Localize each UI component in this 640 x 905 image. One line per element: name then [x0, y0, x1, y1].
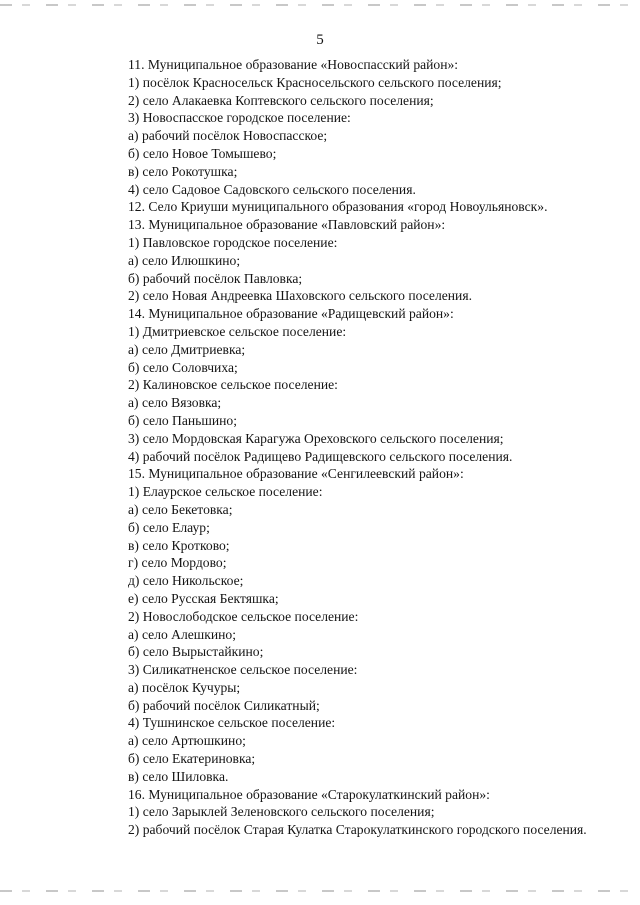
- text-line: 2) Калиновское сельское поселение:: [128, 377, 338, 393]
- text-line: 15. Муниципальное образование «Сенгилеевский район»:: [128, 466, 464, 482]
- text-line: б) село Соловчиха;: [128, 359, 238, 375]
- text-line: 11. Муниципальное образование «Новоспасский район»:: [128, 57, 459, 72]
- text-line: 14. Муниципальное образование «Радищевский район»:: [128, 306, 454, 322]
- text-line: а) село Бекетовка;: [128, 501, 233, 517]
- text-line: б) село Екатериновка;: [128, 751, 256, 767]
- text-line: б) село Вырыстайкино;: [128, 644, 264, 660]
- text-line: в) село Рокотушка;: [128, 163, 238, 179]
- text-line: 2) село Новая Андреевка Шаховского сельского поселения.: [128, 288, 472, 304]
- text-line: 2) село Алакаевка Коптевского сельского поселения;: [128, 92, 434, 108]
- text-line: б) село Паньшино;: [128, 412, 237, 428]
- text-line: а) село Дмитриевка;: [128, 341, 246, 357]
- text-line: 1) село Зарыклей Зеленовского сельского поселения;: [128, 804, 435, 820]
- text-line: г) село Мордово;: [128, 555, 227, 571]
- text-line: а) посёлок Кучуры;: [128, 679, 241, 695]
- text-line: а) село Вязовка;: [128, 395, 222, 411]
- text-line: 1) Дмитриевское сельское поселение:: [128, 323, 347, 339]
- text-line: б) рабочий посёлок Павловка;: [128, 270, 303, 286]
- text-line: д) село Никольское;: [128, 573, 244, 589]
- text-line: 4) село Садовое Садовского сельского поселения.: [128, 181, 416, 197]
- text-line: 1) Елаурское сельское поселение:: [128, 484, 323, 500]
- text-line: 1) посёлок Красносельск Красносельского сельского поселения;: [128, 74, 502, 90]
- text-line: 4) рабочий посёлок Радищево Радищевского сельского поселения.: [128, 448, 513, 464]
- text-line: а) село Артюшкино;: [128, 733, 246, 749]
- text-line: 12. Село Криуши муниципального образования «город Новоульяновск».: [128, 199, 548, 215]
- text-line: 2) Новослободское сельское поселение:: [128, 608, 359, 624]
- text-line: в) село Кротково;: [128, 537, 230, 553]
- text-line: 3) Новоспасское городское поселение:: [128, 110, 351, 126]
- text-line: в) село Шиловка.: [128, 768, 229, 784]
- document-body: [92, 56, 612, 839]
- text-line: а) село Илюшкино;: [128, 252, 241, 268]
- text-line: 3) село Мордовская Карагужа Ореховского сельского поселения;: [128, 430, 504, 446]
- text-line: 4) Тушнинское сельское поселение:: [128, 715, 336, 731]
- text-line: 13. Муниципальное образование «Павловский район»:: [128, 217, 446, 233]
- text-line: 16. Муниципальное образование «Старокулаткинский район»:: [128, 786, 490, 802]
- text-line: а) село Алешкино;: [128, 626, 237, 642]
- final-paragraph: 2) рабочий посёлок Старая Кулатка Старокулаткинского городского поселения.: [128, 822, 587, 838]
- text-line: 1) Павловское городское поселение:: [128, 234, 338, 250]
- text-line: б) село Елаур;: [128, 519, 210, 535]
- page-number: 5: [316, 32, 324, 48]
- text-line: б) село Новое Томышево;: [128, 145, 277, 161]
- text-line: е) село Русская Бектяшка;: [128, 590, 279, 606]
- scan-edge-bottom: [0, 890, 640, 892]
- text-line: б) рабочий посёлок Силикатный;: [128, 697, 320, 713]
- text-line: а) рабочий посёлок Новоспасское;: [128, 128, 328, 144]
- text-line: 3) Силикатненское сельское поселение:: [128, 662, 358, 678]
- scan-edge-top: [0, 4, 640, 6]
